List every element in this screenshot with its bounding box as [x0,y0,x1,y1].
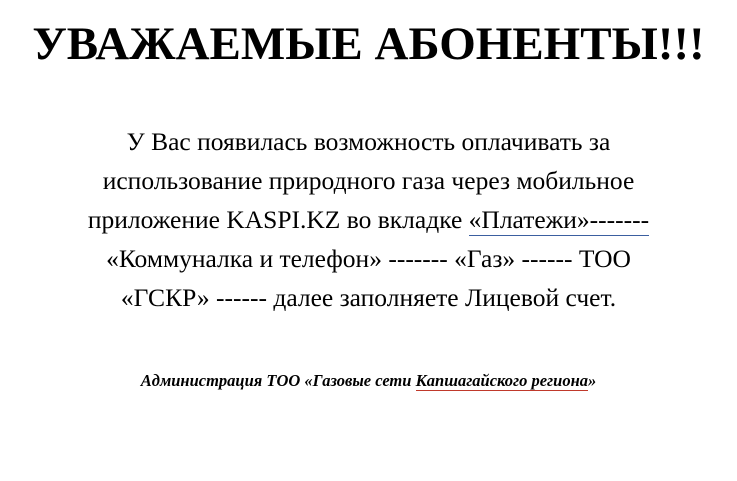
signature-prefix: Администрация ТОО «Газовые сети [140,371,416,390]
body-line-3 [28,200,709,239]
signature-underlined: Капшагайского региона [415,371,588,390]
body-line-3-prefix: приложение KASPI.KZ во вкладке [87,205,469,234]
document-body [28,122,709,317]
body-line-5: «ГСКР» ------ далее заполняете Лицевой счет. [120,283,617,312]
signature-suffix: » [587,371,597,390]
body-line-1: У Вас появилась возможность оплачивать за [126,127,611,156]
body-line-3-underlined: «Платежи»------- [468,205,650,234]
document-headline: УВАЖАЕМЫЕ АБОНЕНТЫ!!! [32,18,705,70]
body-line-2: использование природного газа через мобильное [102,166,635,195]
body-line-4: «Коммуналка и телефон» ------- «Газ» ------ ТОО [106,244,631,273]
document-signature [0,371,737,391]
